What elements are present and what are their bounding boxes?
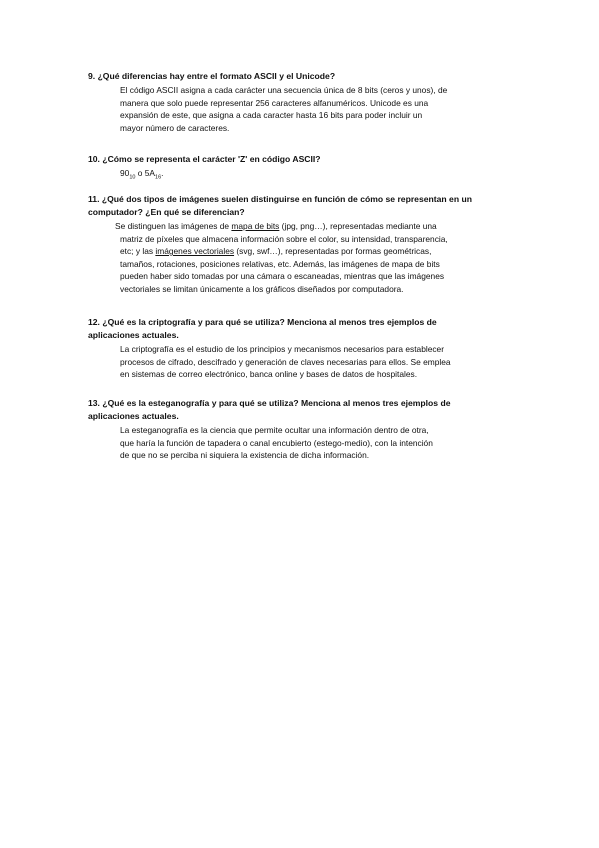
answer-10 <box>120 167 516 180</box>
question-12-title-line-1 <box>88 316 514 329</box>
question-12-heading <box>88 316 514 341</box>
answer-11-line-1 <box>115 220 516 233</box>
question-11-number: 11. <box>88 194 100 204</box>
answer-9-line-2: manera que solo puede representar 256 caracteres alfanuméricos. Unicode es una <box>120 97 429 108</box>
answer-10-base-16: 16 <box>155 174 162 181</box>
answer-11-line-6: vectoriales se limitan únicamente a los gráficos diseñados por computadora. <box>120 283 404 294</box>
imagenes-vectoriales-term: imágenes vectoriales <box>155 246 235 256</box>
answer-12 <box>120 343 516 381</box>
answer-10-value-hex: 5A <box>144 168 156 178</box>
question-13-title-text-1: ¿Qué es la esteganografía y para qué se utiliza? Menciona al menos tres ejemplos de <box>102 398 451 408</box>
answer-10-connector: o <box>135 168 145 178</box>
question-11-title-line-1 <box>88 193 514 206</box>
question-10-heading <box>88 153 514 166</box>
answer-11-line-1-b: (jpg, png…), representadas mediante una <box>279 221 437 231</box>
answer-11-line-3-a: etc; y las <box>120 246 156 256</box>
answer-11 <box>115 220 516 295</box>
answer-9-line-4: mayor número de caracteres. <box>120 122 230 133</box>
answer-12-line-2: procesos de cifrado, descifrado y generación de claves necesarias para ellos. Se emplea <box>120 356 451 367</box>
question-9-title: ¿Qué diferencias hay entre el formato ASCII y el Unicode? <box>97 71 336 81</box>
mapa-de-bits-term: mapa de bits <box>231 221 280 231</box>
answer-11-line-4: tamaños, rotaciones, posiciones relativas, etc. Además, las imágenes de mapa de bits <box>120 258 440 269</box>
answer-13 <box>120 424 516 462</box>
question-13-title-line-2: aplicaciones actuales. <box>88 410 179 421</box>
question-13-heading <box>88 397 514 422</box>
question-11-title-line-2: computador? ¿En qué se diferencian? <box>88 206 245 217</box>
answer-10-value-decimal: 90 <box>120 168 130 178</box>
answer-12-line-3: en sistemas de correo electrónico, banca online y bases de datos de hospitales. <box>120 369 418 379</box>
question-10-number: 10. <box>88 154 100 164</box>
answer-9-line-3: expansión de este, que asigna a cada caracter hasta 16 bits para poder incluir un <box>120 110 423 120</box>
answer-11-line-3-b: (svg, swf…), representadas por formas geométricas, <box>234 246 432 256</box>
question-11-heading <box>88 193 514 218</box>
question-10-title: ¿Cómo se representa el carácter 'Z' en código ASCII? <box>102 154 321 164</box>
answer-10-end: . <box>161 168 164 178</box>
answer-11-line-3 <box>120 245 516 258</box>
answer-13-line-2: que haría la función de tapadera o canal encubierto (estego-medio), con la intención <box>120 437 433 448</box>
answer-9-line-1: El código ASCII asigna a cada carácter una secuencia única de 8 bits (ceros y unos), de <box>120 85 448 95</box>
question-11-title-text-1: ¿Qué dos tipos de imágenes suelen distinguirse en función de cómo se representan en un <box>101 194 472 204</box>
question-9-heading <box>88 70 514 83</box>
answer-13-line-1: La esteganografía es la ciencia que permite ocultar una información dentro de otra, <box>120 425 429 435</box>
answer-10-base-10: 10 <box>129 174 136 181</box>
question-9-number: 9. <box>88 71 96 81</box>
question-12-number: 12. <box>88 317 100 327</box>
question-13-number: 13. <box>88 398 100 408</box>
question-13-title-line-1 <box>88 397 514 410</box>
question-12-title-line-2: aplicaciones actuales. <box>88 329 179 340</box>
answer-12-line-1: La criptografía es el estudio de los principios y mecanismos necesarios para establecer <box>120 344 444 354</box>
answer-13-line-3: de que no se perciba ni siquiera la existencia de dicha información. <box>120 450 370 460</box>
answer-11-line-5: pueden haber sido tomadas por una cámara o escaneadas, mientras que las imágenes <box>120 271 445 281</box>
answer-11-line-1-a: Se distinguen las imágenes de <box>115 221 232 231</box>
answer-11-line-2: matriz de píxeles que almacena información sobre el color, su intensidad, transparencia, <box>120 233 448 244</box>
question-12-title-text-1: ¿Qué es la criptografía y para qué se utiliza? Menciona al menos tres ejemplos de <box>102 317 437 327</box>
answer-9 <box>120 84 516 134</box>
